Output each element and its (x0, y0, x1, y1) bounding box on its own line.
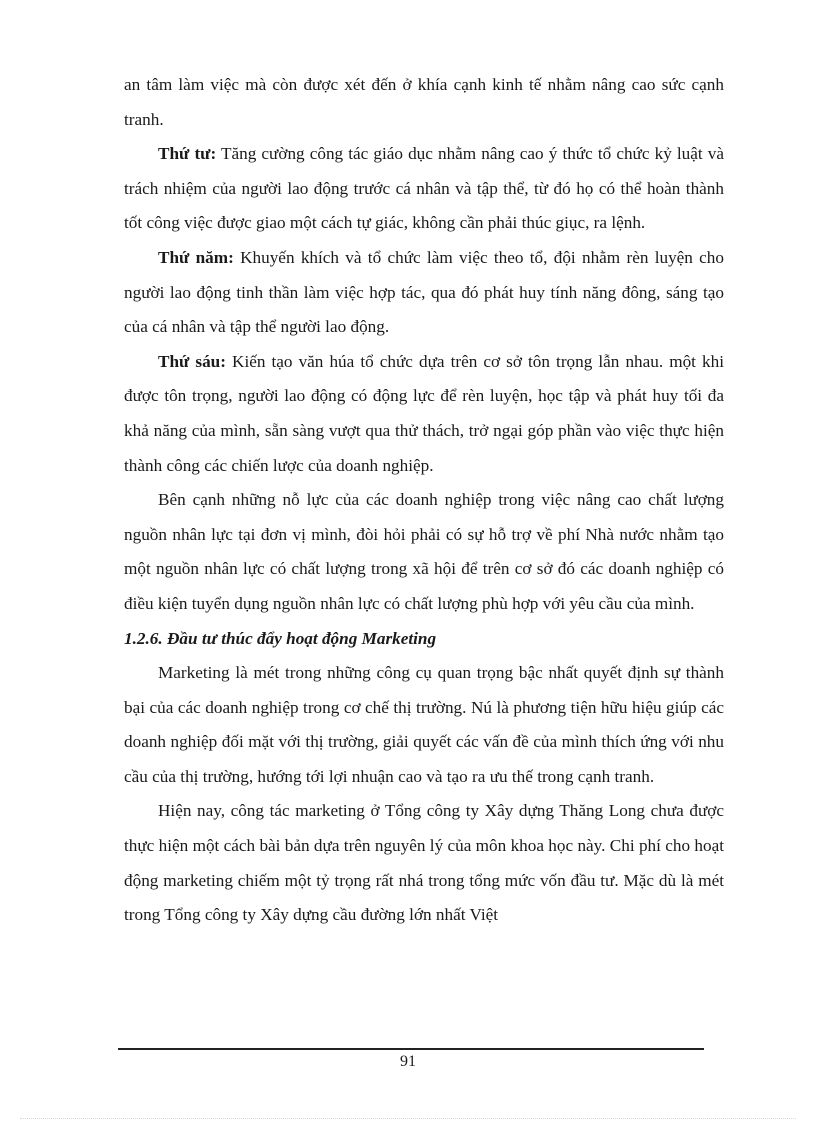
paragraph (124, 345, 724, 483)
paragraph (124, 656, 724, 794)
footer-rule (118, 1048, 704, 1050)
paragraph-text: Bên cạnh những nỗ lực của các doanh nghiệp trong việc nâng cao chất lượng nguồn nhân lực tại đơn vị mình, đòi hỏi phải có sự hỗ trợ về phí Nhà nước nhằm tạo một nguồn nhân lực có chất lượng trong xã hội để trên cơ sở đó các doanh nghiệp có điều kiện tuyển dụng nguồn nhân lực có chất lượng phù hợp với yêu cầu của mình. (124, 490, 724, 613)
paragraph (124, 68, 724, 137)
paragraph-text: Marketing là mét trong những công cụ quan trọng bậc nhất quyết định sự thành bại của các doanh nghiệp trong cơ chế thị trường. Nú là phương tiện hữu hiệu giúp các doanh nghiệp đối mặt với thị trường, giải quyết các vấn đề của mình thích ứng với nhu cầu của thị trường, hướng tới lợi nhuận cao và tạo ra ưu thế trong cạnh tranh. (124, 663, 724, 786)
paragraph (124, 241, 724, 345)
paragraph (124, 483, 724, 621)
paragraph-lead: Thứ sáu: (158, 351, 226, 371)
page-number: 91 (400, 1053, 416, 1070)
page-edge-divider (20, 1118, 796, 1119)
paragraph-text: Khuyến khích và tổ chức làm việc theo tổ, đội nhằm rèn luyện cho người lao động tinh thần làm việc hợp tác, qua đó phát huy tính năng đông, sáng tạo của cá nhân và tập thể người lao động. (124, 247, 724, 337)
paragraph (124, 794, 724, 932)
section-heading: 1.2.6. Đầu tư thúc đẩy hoạt động Marketing (124, 628, 437, 648)
paragraph-lead: Thứ năm: (158, 247, 234, 267)
paragraph-text: Kiến tạo văn húa tổ chức dựa trên cơ sở tôn trọng lẫn nhau. một khi được tôn trọng, người lao động có động lực để rèn luyện, học tập và phát huy tối đa khả năng của mình, sẵn sàng vượt qua thử thách, trở ngại góp phần vào việc thực hiện thành công các chiến lược của doanh nghiệp. (124, 351, 724, 475)
paragraph-text: Hiện nay, công tác marketing ở Tổng công ty Xây dựng Thăng Long chưa được thực hiện một cách bài bản dựa trên nguyên lý của môn khoa học này. Chi phí cho hoạt động marketing chiếm một tỷ trọng rất nhá trong tổng mức vốn đầu tư. Mặc dù là mét trong Tổng công ty Xây dựng cầu đường lớn nhất Việt (124, 801, 724, 925)
paragraph-text: an tâm làm việc mà còn được xét đến ở khía cạnh kinh tế nhằm nâng cao sức cạnh tranh. (124, 75, 724, 129)
paragraph-lead: Thứ tư: (158, 144, 217, 164)
paragraph (124, 137, 724, 241)
paragraph-text: Tăng cường công tác giáo dục nhằm nâng cao ý thức tổ chức kỷ luật và trách nhiệm của người lao động trước cá nhân và tập thể, từ đó họ có thể hoàn thành tốt công việc được giao một cách tự giác, không cần phải thúc giục, ra lệnh. (124, 144, 724, 233)
document-body (124, 68, 724, 933)
